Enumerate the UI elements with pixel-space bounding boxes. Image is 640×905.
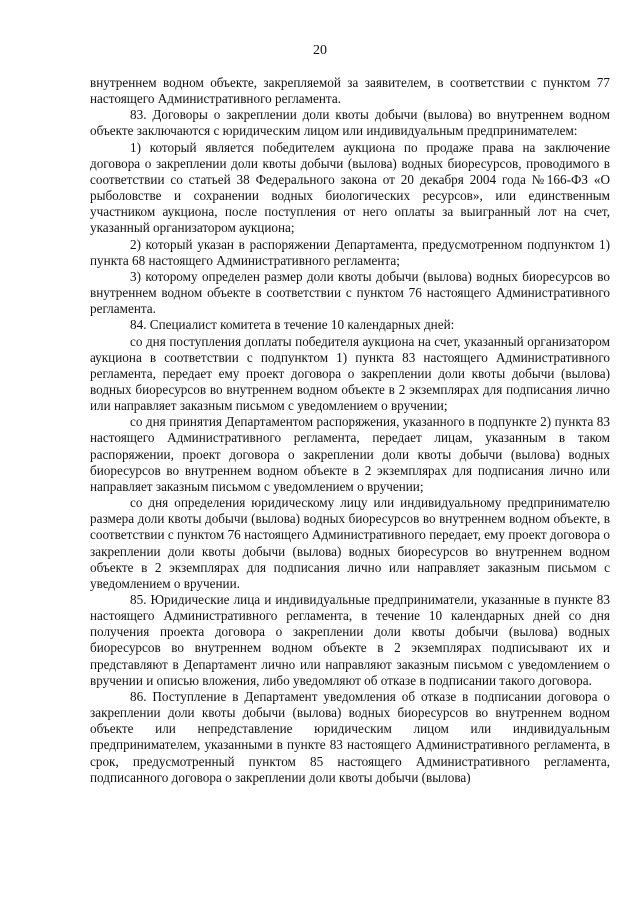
paragraph-85: 85. Юридические лица и индивидуальные предприниматели, указанные в пункте 83 настоящего Административного регламента, в течение 10 календарных дней со дня получения проекта договора о закреплении доли квоты добычи (вылова) водных биоресурсов во внутреннем водном объекте в 2 экземплярах подписывают их и представляют в Департамент лично или направляют заказным письмом с уведомлением о вручении и описью вложения, либо уведомляют об отказе в подписании такого договора.: [90, 592, 610, 688]
paragraph-83-item-3: 3) которому определен размер доли квоты добычи (вылова) водных биоресурсов во внутреннем водном объекте в соответствии с пунктом 76 настоящего Административного регламента.: [90, 268, 610, 317]
paragraph-84-item-order: со дня принятия Департаментом распоряжения, указанного в подпункте 2) пункта 83 настоящего Административного регламента, передает лицам, указанным в таком распоряжении, проект договора о закреплении доли квоты добычи (вылова) водных биоресурсов во внутреннем водном объекте в 2 экземплярах для подписания лично или направляет заказным письмом с уведомлением о вручении;: [90, 414, 610, 494]
document-body: [90, 75, 610, 786]
page-number: 20: [313, 43, 327, 58]
paragraph-84-item-share: со дня определения юридическому лицу или индивидуальному предпринимателю размера доли квоты добычи (вылова) водных биоресурсов во внутреннем водном объекте, в соответствии с пунктом 76 настоящего Административного передает, ему проект договора о закреплении доли квоты добычи (вылова) водных биоресурсов во внутреннем водном объекте в 2 экземплярах для подписания лично или направляет заказным письмом с уведомлением о вручении.: [90, 495, 610, 591]
paragraph-continuation-77: внутреннем водном объекте, закрепляемой за заявителем, в соответствии с пунктом 77 настоящего Административного регламента.: [90, 75, 610, 107]
paragraph-84: 84. Специалист комитета в течение 10 календарных дней:: [130, 317, 455, 333]
paragraph-84-item-auction: со дня поступления доплаты победителя аукциона на счет, указанный организатором аукциона в соответствии с подпунктом 1) пункта 83 настоящего Административного регламента, передает ему проект договора о закреплении доли квоты добычи (вылова) водных биоресурсов во внутреннем водном объекте в 2 экземплярах для подписания лично или направляет заказным письмом с уведомлением о вручении;: [90, 333, 610, 414]
paragraph-83-item-2: 2) который указан в распоряжении Департамента, предусмотренном подпунктом 1) пункта 68 настоящего Административного регламента;: [90, 236, 610, 268]
paragraph-83-item-1: 1) который является победителем аукциона по продаже права на заключение договора о закреплении доли квоты добычи (вылова) водных биоресурсов, проводимого в соответствии со статьей 38 Федерального закона от 20 декабря 2004 года №166-ФЗ «О рыболовстве и сохранении водных биологических ресурсов», или единственным участником аукциона, после поступления от него оплаты за выигранный лот на счет, указанный организатором аукциона;: [90, 139, 610, 236]
paragraph-86: 86. Поступление в Департамент уведомления об отказе в подписании договора о закреплении доли квоты добычи (вылова) водных биоресурсов во внутреннем водном объекте или непредставление юридическим лицом или индивидуальным предпринимателем, указанными в пункте 83 настоящего Административного регламента, в срок, предусмотренный пунктом 85 настоящего Административного регламента, подписанного договора о закреплении доли квоты добычи (вылова): [90, 688, 610, 785]
paragraph-83: 83. Договоры о закреплении доли квоты добычи (вылова) во внутреннем водном объекте заключаются с юридическим лицом или индивидуальным предпринимателем:: [90, 107, 610, 139]
